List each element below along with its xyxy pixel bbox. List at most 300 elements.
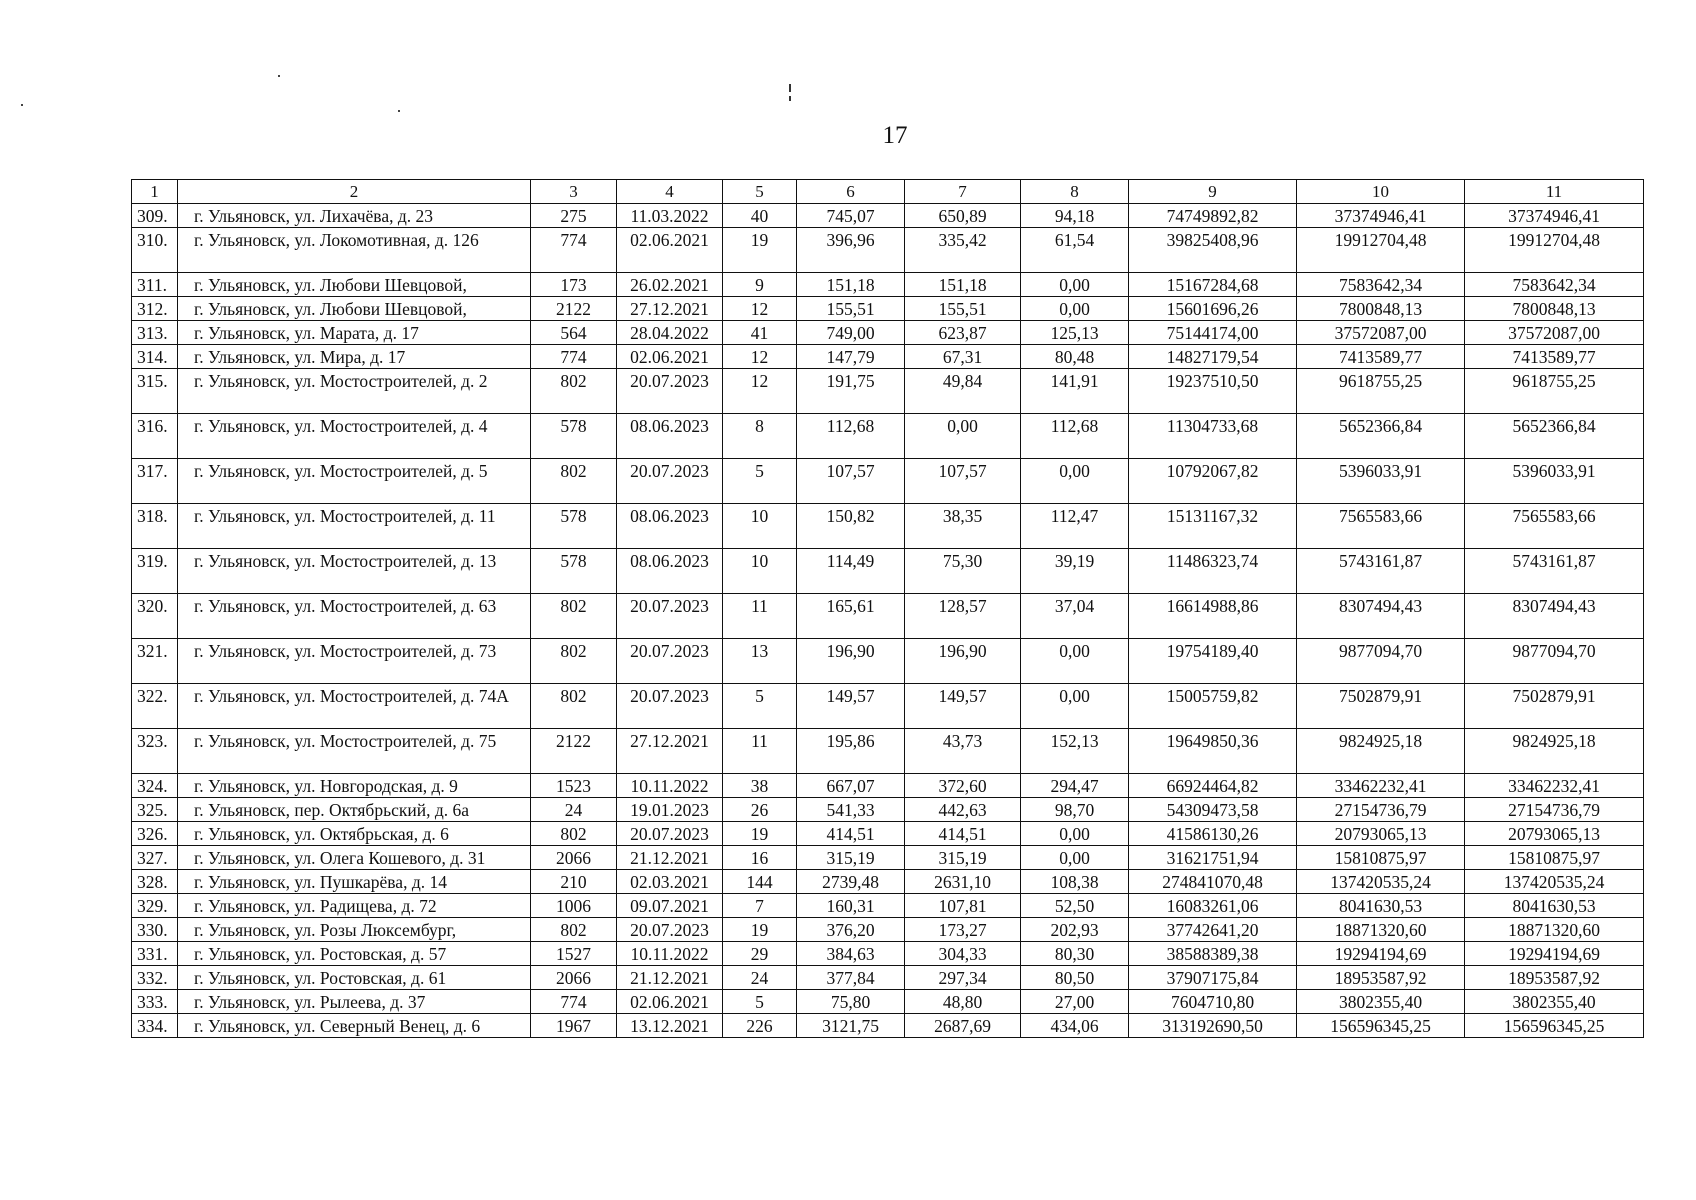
row-number-cell: 310.	[132, 228, 178, 273]
table-cell: 19	[723, 918, 797, 942]
table-cell: 19912704,48	[1465, 228, 1644, 273]
address-cell: г. Ульяновск, ул. Ростовская, д. 57	[178, 942, 531, 966]
table-cell: 80,50	[1021, 966, 1129, 990]
table-cell: 745,07	[797, 204, 905, 228]
table-cell: 377,84	[797, 966, 905, 990]
table-cell: 2687,69	[905, 1014, 1021, 1038]
row-number-cell: 314.	[132, 345, 178, 369]
table-cell: 149,57	[797, 684, 905, 729]
table-cell: 9	[723, 273, 797, 297]
table-row	[132, 966, 1644, 990]
table-cell: 151,18	[797, 273, 905, 297]
page-number: 17	[882, 122, 908, 149]
address-cell: г. Ульяновск, ул. Мостостроителей, д. 74А	[178, 684, 531, 729]
table-cell: 37,04	[1021, 594, 1129, 639]
table-cell: 150,82	[797, 504, 905, 549]
table-cell: 802	[531, 918, 617, 942]
table-cell: 18871320,60	[1465, 918, 1644, 942]
table-cell: 1527	[531, 942, 617, 966]
table-cell: 137420535,24	[1465, 870, 1644, 894]
table-row	[132, 870, 1644, 894]
address-cell: г. Ульяновск, ул. Розы Люксембург,	[178, 918, 531, 942]
table-cell: 11.03.2022	[617, 204, 723, 228]
table-body	[132, 204, 1644, 1038]
table-cell: 274841070,48	[1129, 870, 1297, 894]
table-cell: 294,47	[1021, 774, 1129, 798]
row-number-cell: 326.	[132, 822, 178, 846]
table-cell: 37374946,41	[1465, 204, 1644, 228]
table-cell: 10.11.2022	[617, 774, 723, 798]
table-cell: 114,49	[797, 549, 905, 594]
table-cell: 33462232,41	[1465, 774, 1644, 798]
table-cell: 442,63	[905, 798, 1021, 822]
table-cell: 20793065,13	[1297, 822, 1465, 846]
address-cell: г. Ульяновск, ул. Мостостроителей, д. 11	[178, 504, 531, 549]
row-number-cell: 318.	[132, 504, 178, 549]
table-cell: 802	[531, 822, 617, 846]
table-cell: 37907175,84	[1129, 966, 1297, 990]
table-cell: 155,51	[797, 297, 905, 321]
table-cell: 623,87	[905, 321, 1021, 345]
table-cell: 20.07.2023	[617, 822, 723, 846]
address-cell: г. Ульяновск, ул. Локомотивная, д. 126	[178, 228, 531, 273]
table-cell: 9824925,18	[1297, 729, 1465, 774]
table-cell: 02.06.2021	[617, 345, 723, 369]
table-cell: 2066	[531, 846, 617, 870]
table-cell: 0,00	[905, 414, 1021, 459]
table-cell: 37572087,00	[1297, 321, 1465, 345]
table-row	[132, 729, 1644, 774]
table-cell: 7413589,77	[1465, 345, 1644, 369]
row-number-cell: 328.	[132, 870, 178, 894]
address-cell: г. Ульяновск, ул. Марата, д. 17	[178, 321, 531, 345]
table-cell: 9877094,70	[1465, 639, 1644, 684]
table-cell: 8307494,43	[1465, 594, 1644, 639]
table-cell: 08.06.2023	[617, 414, 723, 459]
table-cell: 149,57	[905, 684, 1021, 729]
table-cell: 8	[723, 414, 797, 459]
address-cell: г. Ульяновск, ул. Рылеева, д. 37	[178, 990, 531, 1014]
table-cell: 434,06	[1021, 1014, 1129, 1038]
address-cell: г. Ульяновск, ул. Любови Шевцовой,	[178, 297, 531, 321]
table-cell: 112,68	[797, 414, 905, 459]
table-cell: 11486323,74	[1129, 549, 1297, 594]
table-cell: 315,19	[905, 846, 1021, 870]
row-number-cell: 323.	[132, 729, 178, 774]
table-cell: 21.12.2021	[617, 846, 723, 870]
table-cell: 125,13	[1021, 321, 1129, 345]
table-cell: 7502879,91	[1297, 684, 1465, 729]
table-cell: 20793065,13	[1465, 822, 1644, 846]
table-row	[132, 846, 1644, 870]
address-cell: г. Ульяновск, пер. Октябрьский, д. 6а	[178, 798, 531, 822]
table-cell: 20.07.2023	[617, 369, 723, 414]
column-header: 4	[617, 180, 723, 204]
table-cell: 19912704,48	[1297, 228, 1465, 273]
table-cell: 10	[723, 504, 797, 549]
table-cell: 31621751,94	[1129, 846, 1297, 870]
table-row	[132, 504, 1644, 549]
address-cell: г. Ульяновск, ул. Пушкарёва, д. 14	[178, 870, 531, 894]
column-header: 8	[1021, 180, 1129, 204]
table-cell: 313192690,50	[1129, 1014, 1297, 1038]
table-cell: 0,00	[1021, 273, 1129, 297]
table-cell: 802	[531, 639, 617, 684]
table-cell: 13.12.2021	[617, 1014, 723, 1038]
table-row	[132, 549, 1644, 594]
table-cell: 27154736,79	[1465, 798, 1644, 822]
table-cell: 3802355,40	[1297, 990, 1465, 1014]
table-cell: 15167284,68	[1129, 273, 1297, 297]
row-number-cell: 317.	[132, 459, 178, 504]
table-cell: 2631,10	[905, 870, 1021, 894]
table-cell: 02.03.2021	[617, 870, 723, 894]
table-cell: 98,70	[1021, 798, 1129, 822]
table-cell: 75144174,00	[1129, 321, 1297, 345]
table-row	[132, 345, 1644, 369]
table-cell: 40	[723, 204, 797, 228]
table-cell: 38	[723, 774, 797, 798]
table-cell: 19	[723, 228, 797, 273]
table-cell: 7565583,66	[1465, 504, 1644, 549]
table-cell: 18953587,92	[1465, 966, 1644, 990]
table-cell: 112,47	[1021, 504, 1129, 549]
data-table	[131, 179, 1644, 1038]
table-cell: 29	[723, 942, 797, 966]
table-cell: 5	[723, 684, 797, 729]
table-cell: 7583642,34	[1297, 273, 1465, 297]
address-cell: г. Ульяновск, ул. Мостостроителей, д. 2	[178, 369, 531, 414]
table-cell: 304,33	[905, 942, 1021, 966]
table-cell: 7413589,77	[1297, 345, 1465, 369]
table-cell: 107,57	[797, 459, 905, 504]
table-cell: 2122	[531, 297, 617, 321]
row-number-cell: 332.	[132, 966, 178, 990]
table-cell: 20.07.2023	[617, 918, 723, 942]
table-cell: 384,63	[797, 942, 905, 966]
table-row	[132, 918, 1644, 942]
table-cell: 5743161,87	[1465, 549, 1644, 594]
row-number-cell: 331.	[132, 942, 178, 966]
table-cell: 226	[723, 1014, 797, 1038]
table-cell: 15601696,26	[1129, 297, 1297, 321]
table-cell: 18871320,60	[1297, 918, 1465, 942]
table-cell: 26	[723, 798, 797, 822]
table-cell: 21.12.2021	[617, 966, 723, 990]
table-cell: 43,73	[905, 729, 1021, 774]
table-row	[132, 204, 1644, 228]
row-number-cell: 309.	[132, 204, 178, 228]
table-row	[132, 774, 1644, 798]
table-cell: 19294194,69	[1465, 942, 1644, 966]
table-cell: 39825408,96	[1129, 228, 1297, 273]
table-cell: 650,89	[905, 204, 1021, 228]
table-cell: 10.11.2022	[617, 942, 723, 966]
column-header: 6	[797, 180, 905, 204]
table-row	[132, 942, 1644, 966]
table-cell: 0,00	[1021, 459, 1129, 504]
table-cell: 156596345,25	[1297, 1014, 1465, 1038]
table-cell: 24	[531, 798, 617, 822]
table-cell: 396,96	[797, 228, 905, 273]
table-cell: 1967	[531, 1014, 617, 1038]
table-cell: 75,30	[905, 549, 1021, 594]
table-row	[132, 273, 1644, 297]
table-cell: 39,19	[1021, 549, 1129, 594]
address-cell: г. Ульяновск, ул. Радищева, д. 72	[178, 894, 531, 918]
table-cell: 137420535,24	[1297, 870, 1465, 894]
scan-artifact-dot	[398, 110, 400, 112]
table-cell: 20.07.2023	[617, 459, 723, 504]
table-cell: 7	[723, 894, 797, 918]
table-cell: 7502879,91	[1465, 684, 1644, 729]
table-cell: 5	[723, 459, 797, 504]
table-cell: 144	[723, 870, 797, 894]
column-header: 11	[1465, 180, 1644, 204]
column-header: 9	[1129, 180, 1297, 204]
column-header: 5	[723, 180, 797, 204]
table-cell: 16	[723, 846, 797, 870]
column-header: 3	[531, 180, 617, 204]
address-cell: г. Ульяновск, ул. Мостостроителей, д. 13	[178, 549, 531, 594]
table-cell: 15005759,82	[1129, 684, 1297, 729]
table-cell: 18953587,92	[1297, 966, 1465, 990]
table-row	[132, 594, 1644, 639]
table-cell: 15131167,32	[1129, 504, 1297, 549]
table-cell: 12	[723, 369, 797, 414]
table-cell: 27.12.2021	[617, 297, 723, 321]
table-cell: 160,31	[797, 894, 905, 918]
table-cell: 541,33	[797, 798, 905, 822]
table-cell: 564	[531, 321, 617, 345]
table-cell: 8041630,53	[1297, 894, 1465, 918]
scan-artifact-mark	[789, 84, 791, 92]
row-number-cell: 327.	[132, 846, 178, 870]
row-number-cell: 329.	[132, 894, 178, 918]
table-cell: 173,27	[905, 918, 1021, 942]
row-number-cell: 319.	[132, 549, 178, 594]
table-cell: 08.06.2023	[617, 549, 723, 594]
address-cell: г. Ульяновск, ул. Лихачёва, д. 23	[178, 204, 531, 228]
table-cell: 335,42	[905, 228, 1021, 273]
table-cell: 49,84	[905, 369, 1021, 414]
table-cell: 5	[723, 990, 797, 1014]
table-cell: 578	[531, 414, 617, 459]
table-cell: 0,00	[1021, 684, 1129, 729]
row-number-cell: 321.	[132, 639, 178, 684]
table-cell: 7604710,80	[1129, 990, 1297, 1014]
table-cell: 0,00	[1021, 822, 1129, 846]
table-cell: 02.06.2021	[617, 228, 723, 273]
table-cell: 38,35	[905, 504, 1021, 549]
table-cell: 151,18	[905, 273, 1021, 297]
table-row	[132, 798, 1644, 822]
table-cell: 20.07.2023	[617, 684, 723, 729]
table-cell: 107,81	[905, 894, 1021, 918]
table-cell: 19.01.2023	[617, 798, 723, 822]
table-cell: 19754189,40	[1129, 639, 1297, 684]
address-cell: г. Ульяновск, ул. Мостостроителей, д. 63	[178, 594, 531, 639]
table-cell: 61,54	[1021, 228, 1129, 273]
table-cell: 52,50	[1021, 894, 1129, 918]
table-cell: 7583642,34	[1465, 273, 1644, 297]
table-cell: 414,51	[797, 822, 905, 846]
row-number-cell: 330.	[132, 918, 178, 942]
table-cell: 8041630,53	[1465, 894, 1644, 918]
table-cell: 37742641,20	[1129, 918, 1297, 942]
table-cell: 02.06.2021	[617, 990, 723, 1014]
table-cell: 155,51	[905, 297, 1021, 321]
table-row	[132, 321, 1644, 345]
table-cell: 20.07.2023	[617, 594, 723, 639]
table-cell: 20.07.2023	[617, 639, 723, 684]
table-cell: 2066	[531, 966, 617, 990]
table-cell: 27,00	[1021, 990, 1129, 1014]
scan-artifact-mark	[789, 96, 791, 101]
table-cell: 16083261,06	[1129, 894, 1297, 918]
address-cell: г. Ульяновск, ул. Мира, д. 17	[178, 345, 531, 369]
table-cell: 7800848,13	[1465, 297, 1644, 321]
table-cell: 54309473,58	[1129, 798, 1297, 822]
table-cell: 80,30	[1021, 942, 1129, 966]
table-cell: 12	[723, 345, 797, 369]
table-cell: 09.07.2021	[617, 894, 723, 918]
table-cell: 802	[531, 594, 617, 639]
table-cell: 107,57	[905, 459, 1021, 504]
table-cell: 38588389,38	[1129, 942, 1297, 966]
table-cell: 7565583,66	[1297, 504, 1465, 549]
table-cell: 9824925,18	[1465, 729, 1644, 774]
table-cell: 774	[531, 990, 617, 1014]
row-number-cell: 311.	[132, 273, 178, 297]
table-cell: 195,86	[797, 729, 905, 774]
table-row	[132, 684, 1644, 729]
table-cell: 156596345,25	[1465, 1014, 1644, 1038]
row-number-cell: 334.	[132, 1014, 178, 1038]
address-cell: г. Ульяновск, ул. Северный Венец, д. 6	[178, 1014, 531, 1038]
table-cell: 372,60	[905, 774, 1021, 798]
table-cell: 191,75	[797, 369, 905, 414]
table-cell: 16614988,86	[1129, 594, 1297, 639]
table-cell: 19294194,69	[1297, 942, 1465, 966]
table-row	[132, 414, 1644, 459]
table-cell: 37572087,00	[1465, 321, 1644, 345]
table-cell: 141,91	[1021, 369, 1129, 414]
table-cell: 0,00	[1021, 639, 1129, 684]
table-cell: 802	[531, 459, 617, 504]
table-cell: 3802355,40	[1465, 990, 1644, 1014]
table-cell: 297,34	[905, 966, 1021, 990]
table-row	[132, 894, 1644, 918]
table-row	[132, 639, 1644, 684]
table-cell: 13	[723, 639, 797, 684]
table-cell: 27.12.2021	[617, 729, 723, 774]
table-row	[132, 459, 1644, 504]
table-cell: 9877094,70	[1297, 639, 1465, 684]
table-cell: 1006	[531, 894, 617, 918]
table-cell: 376,20	[797, 918, 905, 942]
table-cell: 578	[531, 504, 617, 549]
table-cell: 774	[531, 228, 617, 273]
table-row	[132, 1014, 1644, 1038]
table-cell: 2122	[531, 729, 617, 774]
table-cell: 749,00	[797, 321, 905, 345]
scan-artifact-dot	[21, 104, 23, 106]
table-row	[132, 228, 1644, 273]
table-cell: 26.02.2021	[617, 273, 723, 297]
table-cell: 275	[531, 204, 617, 228]
table-cell: 27154736,79	[1297, 798, 1465, 822]
address-cell: г. Ульяновск, ул. Олега Кошевого, д. 31	[178, 846, 531, 870]
table-cell: 173	[531, 273, 617, 297]
table-cell: 5396033,91	[1297, 459, 1465, 504]
row-number-cell: 333.	[132, 990, 178, 1014]
table-cell: 128,57	[905, 594, 1021, 639]
table-cell: 152,13	[1021, 729, 1129, 774]
address-cell: г. Ульяновск, ул. Новгородская, д. 9	[178, 774, 531, 798]
table-cell: 11	[723, 594, 797, 639]
address-cell: г. Ульяновск, ул. Любови Шевцовой,	[178, 273, 531, 297]
table-cell: 24	[723, 966, 797, 990]
table-cell: 33462232,41	[1297, 774, 1465, 798]
table-cell: 0,00	[1021, 297, 1129, 321]
column-header: 10	[1297, 180, 1465, 204]
table-cell: 75,80	[797, 990, 905, 1014]
table-cell: 41586130,26	[1129, 822, 1297, 846]
address-cell: г. Ульяновск, ул. Ростовская, д. 61	[178, 966, 531, 990]
table-cell: 19649850,36	[1129, 729, 1297, 774]
address-cell: г. Ульяновск, ул. Мостостроителей, д. 75	[178, 729, 531, 774]
table-cell: 2739,48	[797, 870, 905, 894]
table-row	[132, 822, 1644, 846]
table-row	[132, 990, 1644, 1014]
table-cell: 10	[723, 549, 797, 594]
table-cell: 9618755,25	[1297, 369, 1465, 414]
table-cell: 315,19	[797, 846, 905, 870]
table-cell: 210	[531, 870, 617, 894]
table-cell: 165,61	[797, 594, 905, 639]
table-cell: 802	[531, 684, 617, 729]
table-cell: 48,80	[905, 990, 1021, 1014]
row-number-cell: 315.	[132, 369, 178, 414]
row-number-cell: 313.	[132, 321, 178, 345]
header-row	[132, 180, 1644, 204]
address-cell: г. Ульяновск, ул. Мостостроителей, д. 73	[178, 639, 531, 684]
row-number-cell: 324.	[132, 774, 178, 798]
table-cell: 578	[531, 549, 617, 594]
table-cell: 196,90	[797, 639, 905, 684]
table-cell: 19237510,50	[1129, 369, 1297, 414]
row-number-cell: 322.	[132, 684, 178, 729]
table-cell: 7800848,13	[1297, 297, 1465, 321]
column-header: 7	[905, 180, 1021, 204]
table-cell: 41	[723, 321, 797, 345]
table-cell: 5396033,91	[1465, 459, 1644, 504]
table-cell: 5652366,84	[1297, 414, 1465, 459]
table-cell: 112,68	[1021, 414, 1129, 459]
table-cell: 5652366,84	[1465, 414, 1644, 459]
table-cell: 80,48	[1021, 345, 1129, 369]
row-number-cell: 312.	[132, 297, 178, 321]
table-cell: 67,31	[905, 345, 1021, 369]
table-cell: 5743161,87	[1297, 549, 1465, 594]
table-cell: 10792067,82	[1129, 459, 1297, 504]
table-cell: 11	[723, 729, 797, 774]
table-cell: 147,79	[797, 345, 905, 369]
table-cell: 0,00	[1021, 846, 1129, 870]
table-cell: 37374946,41	[1297, 204, 1465, 228]
address-cell: г. Ульяновск, ул. Мостостроителей, д. 4	[178, 414, 531, 459]
